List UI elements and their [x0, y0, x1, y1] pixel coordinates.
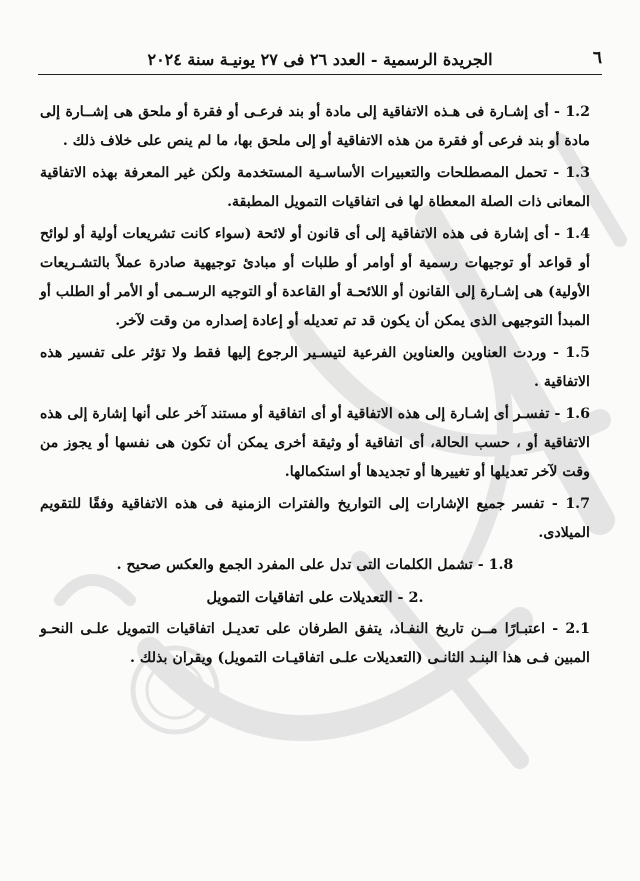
- clause-number: 2.1: [565, 621, 590, 637]
- clause-number: 1.5: [565, 345, 590, 361]
- clause-1-8: [40, 551, 590, 580]
- clause-text: - تشمل الكلمات التى تدل على المفرد الجمع والعكس صحيح .: [116, 557, 489, 573]
- clause-text: - أى إشارة فى هذه الاتفاقية إلى أى قانون أو لائحة (سواء كانت تشريعات أولية أو لوائح أو قواعد أو توجيهات رسمية أو أوامر أو طلبات أو مبادئ توجيهية صادرة عملاً بالتشـريعات الأولية) هى إشـارة إلى القانون أو اللائحـة أو القاعدة أو التوجيه الرسـمى أو الأمر أو الطلب أو المبدأ التوجيهى الذى يمكن أن يكون قد تم تعديله أو إعادة إصداره من وقت لآخر.: [40, 226, 590, 329]
- clause-number: 1.3: [565, 165, 590, 181]
- section-2-heading: [40, 583, 590, 612]
- clause-text: - وردت العناوين والعناوين الفرعية لتيسـير الرجوع إليها فقط ولا تؤثر على تفسير هذه الاتفاقية .: [40, 345, 590, 390]
- clause-1-4: [40, 220, 590, 336]
- clause-number: 1.4: [565, 226, 590, 242]
- clause-text: - تفسر جميع الإشارات إلى التواريخ والفترات الزمنية فى هذه الاتفاقية وفقًا للتقويم الميلادى.: [40, 496, 590, 541]
- clause-1-3: [40, 159, 590, 217]
- gazette-title: الجريدة الرسمية - العدد ٢٦ فى ٢٧ يونيـة سنة ٢٠٢٤: [147, 49, 493, 69]
- clause-text: - أى إشـارة فى هـذه الاتفاقية إلى مادة أو بند فرعـى أو فقرة أو ملحق هى إشــارة إلى مادة أو بند فرعى أو فقرة من هذه الاتفاقية أو إلى ملحق بها، ما لم ينص على خلاف ذلك .: [40, 104, 590, 149]
- clause-number: 1.7: [565, 496, 590, 512]
- document-body: [40, 98, 590, 676]
- clause-1-5: [40, 339, 590, 397]
- page-header: [38, 44, 602, 75]
- clause-number: 1.8: [488, 557, 514, 573]
- section-number: 2.: [408, 589, 424, 606]
- clause-1-7: [40, 490, 590, 548]
- clause-1-6: [40, 400, 590, 487]
- clause-text: - تحمل المصطلحات والتعبيرات الأساسـية المستخدمة ولكن غير المعرفة بهذه الاتفاقية المعانى ذات الصلة المعطاة لها فى اتفاقيات التمويل المطبقة.: [40, 165, 590, 210]
- page-number: ٦: [592, 48, 602, 68]
- clause-number: 1.2: [565, 104, 590, 120]
- clause-1-2: [40, 98, 590, 156]
- clause-2-1: [40, 615, 590, 673]
- clause-number: 1.6: [565, 406, 590, 422]
- section-title: - التعديلات على اتفاقيات التمويل: [206, 589, 409, 606]
- clause-text: - تفسـر أى إشـارة إلى هذه الاتفاقية أو أى اتفاقية أو مستند آخر على أنها إشارة إلى هذه الاتفاقية أو ، حسب الحالة، أى اتفاقية أو وثيقة أخرى يمكن أن تكون هى نفسها أو يجوز من وقت لآخر تعديلها أو تغييرها أو تجديدها أو استكمالها.: [40, 406, 590, 480]
- clause-text: - اعتبـارًا مــن تاريخ النفـاذ، يتفق الطرفان على تعديـل اتفاقيات التمويل علـى النحـو المبين فـى هذا البنـد الثانـى (التعديلات علـى اتفاقيـات التمويل) ويقران بذلك .: [40, 621, 590, 666]
